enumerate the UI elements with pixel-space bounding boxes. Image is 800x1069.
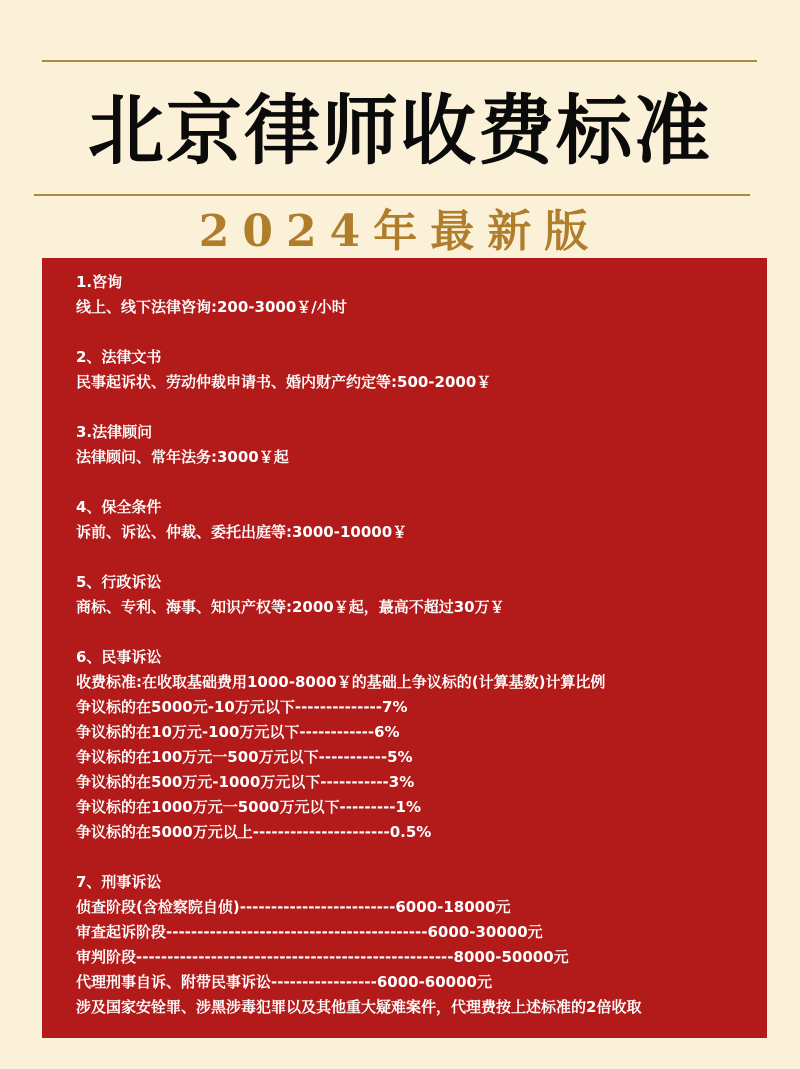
- section-heading-counsel: 3.法律顾问: [76, 423, 153, 441]
- bottom-divider: [34, 194, 750, 196]
- section-line: 民事起诉状、劳动仲裁申请书、婚内财产约定等:500-2000￥: [76, 373, 492, 391]
- section-line: 线上、线下法律咨询:200-3000￥/小时: [76, 298, 347, 316]
- section-line: 诉前、诉讼、仲裁、委托出庭等:3000-10000￥: [76, 523, 408, 541]
- section-heading-documents: 2、法律文书: [76, 348, 162, 366]
- section-line: 代理刑事自诉、附带民事诉讼-----------------6000-60000元: [76, 973, 492, 991]
- section-heading-criminal: 7、刑事诉讼: [76, 873, 162, 891]
- top-divider: [42, 60, 757, 62]
- fee-list: [76, 270, 756, 1020]
- section-line: 争议标的在5000万元以上----------------------0.5%: [76, 823, 432, 841]
- section-heading-consult: 1.咨询: [76, 273, 123, 291]
- section-line: 侦查阶段(含检察院自侦)-------------------------6000-18000元: [76, 898, 511, 916]
- section-line: 争议标的在500万元-1000万元以下-----------3%: [76, 773, 415, 791]
- section-line: 审判阶段---------------------------------------------------8000-50000元: [76, 948, 569, 966]
- section-line: 涉及国家安铨罪、涉黑涉毒犯罪以及其他重大疑难案件，代理费按上述标准的2倍收取: [76, 998, 642, 1016]
- section-line: 争议标的在10万元-100万元以下------------6%: [76, 723, 400, 741]
- section-line: 收费标准:在收取基础费用1000-8000￥的基础上争议标的(计算基数)计算比例: [76, 673, 606, 691]
- section-line: 争议标的在1000万元一5000万元以下---------1%: [76, 798, 421, 816]
- section-heading-administrative: 5、行政诉讼: [76, 573, 162, 591]
- section-line: 商标、专利、海事、知识产权等:2000￥起，蕞高不超过30万￥: [76, 598, 505, 616]
- content-card: [42, 258, 767, 1038]
- section-heading-civil: 6、民事诉讼: [76, 648, 162, 666]
- section-heading-preservation: 4、保全条件: [76, 498, 162, 516]
- section-line: 法律顾问、常年法务:3000￥起: [76, 448, 289, 466]
- section-line: 争议标的在100万元一500万元以下-----------5%: [76, 748, 413, 766]
- section-line: 审查起诉阶段------------------------------------------6000-30000元: [76, 923, 543, 941]
- page-subtitle: 2024年最新版: [198, 206, 602, 257]
- page-title: 北京律师收费标准: [88, 86, 712, 175]
- section-line: 争议标的在5000元-10万元以下--------------7%: [76, 698, 408, 716]
